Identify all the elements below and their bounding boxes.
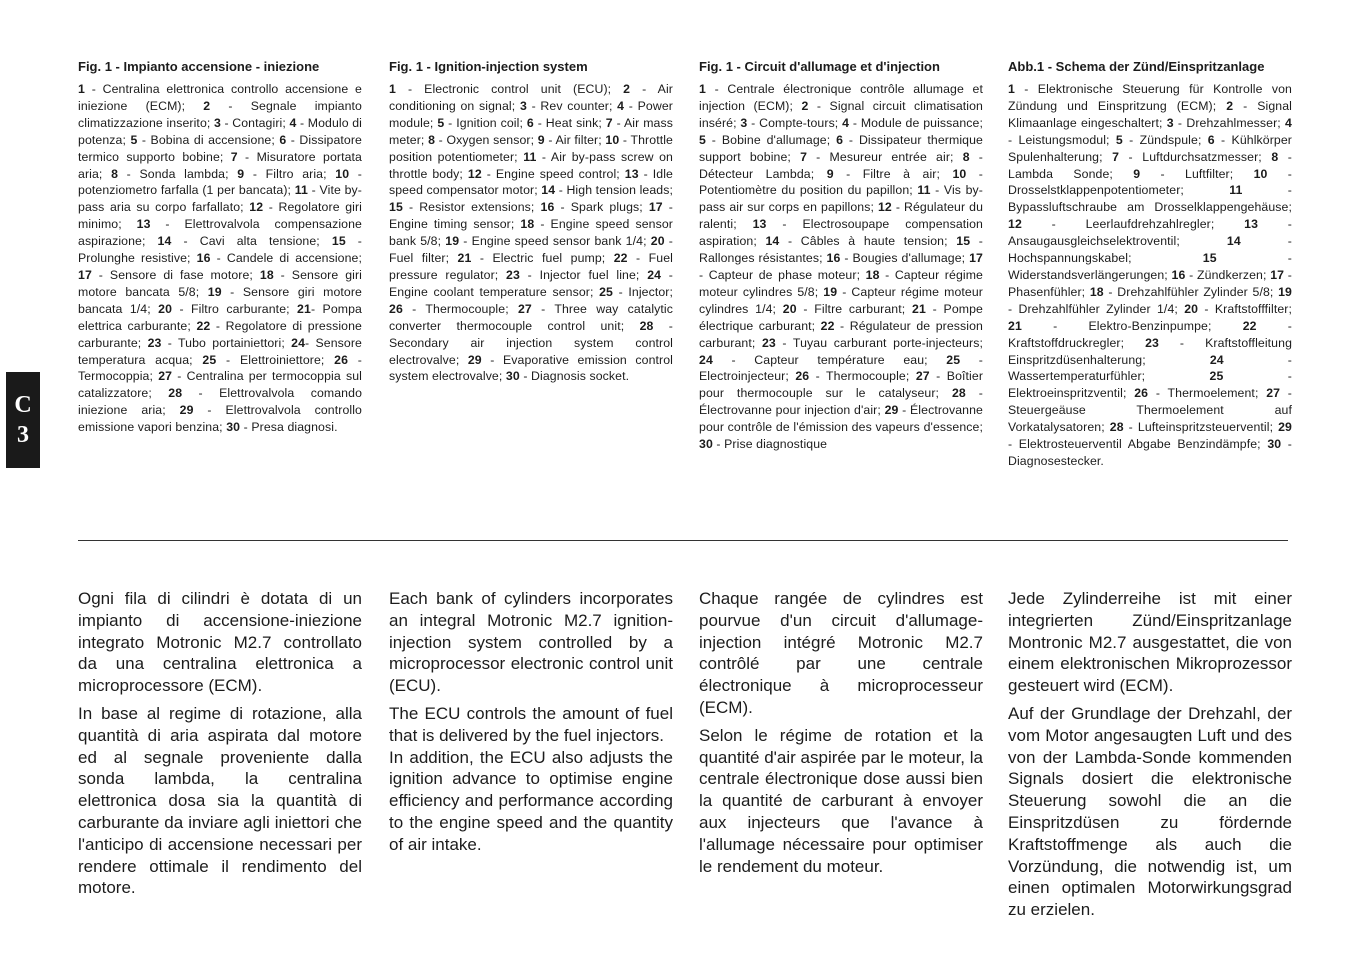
legend-number: 10: [952, 166, 967, 181]
legend-description: - Misuratore portata aria;: [78, 149, 362, 181]
legend-number: 22: [1242, 318, 1257, 333]
legend-number: 7: [605, 115, 613, 130]
legend-description: - Sensore temperatura acqua;: [78, 335, 362, 367]
body-text-german: [1008, 588, 1292, 927]
legend-number: 10: [605, 132, 620, 147]
figure-legend-english: [389, 58, 673, 385]
legend-number: 9: [826, 166, 834, 181]
legend-number: 6: [1207, 132, 1215, 147]
legend-description: - Filtre à air;: [833, 166, 953, 181]
legend-number: 23: [761, 335, 776, 350]
legend-number: 27: [517, 301, 532, 316]
legend-description: - Pompe électrique carburant;: [699, 301, 983, 333]
legend-description: - Candele di accensione;: [210, 251, 362, 266]
legend-number: 16: [826, 251, 841, 266]
legend-number: 30: [226, 420, 241, 435]
legend-description: - Evaporative emission control system electrovalve;: [389, 352, 673, 384]
paragraph: Selon le régime de rotation et la quantité d'air aspirée par le moteur, la centrale électronique dose aussi bien la quantité de carburant à envoyer aux injecteurs que l'avance à l'allumage nécessaire pour optimiser le rendement du moteur.: [699, 725, 983, 876]
legend-number: 12: [467, 166, 482, 181]
legend-number: 16: [1171, 267, 1186, 282]
legend-description: - Injector;: [612, 284, 674, 299]
legend-description: - Capteur régime moteur cylindres 1/4;: [699, 284, 983, 316]
legend-description: - Bobina di accensione;: [137, 132, 280, 147]
legend-number: 12: [249, 200, 264, 215]
legend-number: 15: [1202, 251, 1217, 266]
legend-description: - Régulateur de pression carburant;: [699, 318, 983, 350]
legend-number: 17: [648, 200, 663, 215]
legend-description: - Segnale impianto climatizzazione inserito;: [78, 98, 362, 130]
legend-number: 5: [437, 115, 445, 130]
legend-description: - Elettrovalvola controllo emissione vapori benzina;: [78, 403, 362, 435]
legend-description: - Electric fuel pump;: [471, 251, 614, 266]
legend-description: - Zündspule;: [1122, 132, 1208, 147]
legend-number: 18: [259, 267, 274, 282]
legend-description: - Regolatore giri minimo;: [78, 200, 362, 232]
legend-number: 26: [795, 369, 810, 384]
legend-description: - Rallonges résistantes;: [699, 234, 983, 266]
legend-number: 9: [237, 166, 245, 181]
legend-number: 19: [207, 284, 222, 299]
section-tab: [6, 372, 40, 468]
legend-description: - Regolatore di pressione carburante;: [78, 318, 362, 350]
legend-description: - Electrosoupape compensation aspiration;: [699, 217, 983, 249]
legend-description: - Tubo portainiettori;: [161, 335, 292, 350]
legend-number: 11: [294, 183, 308, 198]
legend-description: - Bobine d'allumage;: [705, 132, 837, 147]
legend-description: - Kraftstoffdruckregler;: [1008, 318, 1292, 350]
legend-number: 22: [820, 318, 835, 333]
legend-description: - Elettrovalvola comando iniezione aria;: [78, 386, 363, 418]
legend-number: 8: [428, 132, 436, 147]
legend-description: - Contagiri;: [220, 115, 290, 130]
legend-number: 28: [168, 386, 183, 401]
legend-number: 1: [389, 82, 396, 96]
legend-description: - Wassertemperaturfühler;: [1008, 352, 1292, 384]
legend-description: - Three way catalytic converter thermocouple control unit;: [389, 301, 673, 333]
legend-number: 21: [912, 301, 926, 316]
legend-number: 2: [1226, 98, 1234, 113]
legend-number: 14: [765, 234, 780, 249]
legend-number: 19: [1278, 284, 1292, 299]
section-tab-number: 3: [17, 422, 29, 448]
legend-number: 12: [877, 200, 892, 215]
legend-description: - Leerlaufdrehzahlregler;: [1021, 217, 1245, 232]
legend-description: - Filtre carburant;: [796, 301, 912, 316]
legend-number: 30: [699, 437, 713, 452]
legend-number: 23: [506, 267, 520, 282]
legend-description: - Filtro aria;: [244, 166, 336, 181]
legend-number: 5: [1115, 132, 1123, 147]
legend-description: - Centralina per termocoppia sul catalizzatore;: [78, 369, 362, 401]
legend-description: - Fuel filter;: [389, 234, 673, 266]
legend-description: - Lambda Sonde;: [1008, 149, 1292, 181]
legend-number: 19: [823, 284, 838, 299]
legend-description: - Potentiomètre du position du papillon;: [699, 166, 983, 198]
legend-description: - Luftfilter;: [1140, 166, 1254, 181]
legend-number: 21: [457, 251, 472, 266]
section-divider: [78, 540, 1288, 541]
legend-number: 3: [213, 115, 221, 130]
section-tab-letter: C: [14, 392, 32, 418]
legend-number: 24: [647, 267, 662, 282]
legend-number: 15: [956, 234, 971, 249]
legend-number: 24: [699, 352, 713, 367]
legend-number: 17: [1270, 267, 1285, 282]
legend-number: 3: [1166, 115, 1174, 130]
legend-description: - Engine timing sensor;: [389, 200, 673, 232]
legend-description: - Tuyau carburant porte-injecteurs;: [775, 335, 983, 350]
legend-description: - Capteur température eau;: [712, 352, 947, 367]
legend-description: - Kühlkörper Spulenhalterung;: [1008, 132, 1292, 164]
legend-description: - Heat sink;: [533, 115, 606, 130]
legend-number: 30: [505, 369, 520, 384]
legend-number: 8: [1271, 149, 1279, 164]
legend-number: 9: [537, 132, 545, 147]
legend-number: 19: [445, 234, 460, 249]
legend-number: 26: [334, 352, 349, 367]
legend-description: - Thermocouple;: [809, 369, 916, 384]
legend-description: - Sensore giri motore bancata 5/8;: [78, 267, 362, 299]
legend-description: - Capteur régime moteur cylindres 5/8;: [699, 267, 983, 299]
paragraph: Ogni fila di cilindri è dotata di un impianto di accensione-iniezione integrato Motronic M2.7 controllato da una centralina elettronica a microprocessore (ECM).: [78, 589, 362, 696]
legend-description: - potenziometro farfalla (1 per bancata);: [78, 166, 362, 198]
legend-description: - Air by-pass screw on throttle body;: [389, 149, 673, 181]
legend-description: - Steuergeäuse Thermoelement auf Vorkatalysatoren;: [1008, 386, 1292, 435]
legend-number: 26: [1134, 386, 1149, 401]
legend-description: - Resistor extensions;: [402, 200, 541, 215]
legend-description: - Oxygen sensor;: [435, 132, 538, 147]
legend-number: 27: [1266, 386, 1281, 401]
legend-description: - Power module;: [389, 98, 673, 130]
legend-number: 13: [136, 217, 151, 232]
legend-number: 20: [650, 234, 665, 249]
legend-number: 4: [617, 98, 625, 113]
legend-number: 29: [1278, 420, 1292, 435]
body-text-french: [699, 588, 983, 883]
legend-description: - Diagnosis socket.: [519, 369, 630, 384]
legend-description: - Signal Klimaanlage eingeschaltert;: [1008, 98, 1293, 130]
legend-number: 29: [467, 352, 482, 367]
legend-description: - Throttle position potentiometer;: [389, 132, 673, 164]
legend-description: - Air conditioning on signal;: [389, 82, 673, 113]
legend-number: 3: [740, 115, 748, 130]
legend-description: - Filtro carburante;: [172, 301, 298, 316]
legend-number: 20: [782, 301, 797, 316]
legend-description: - Centralina elettronica controllo accensione e iniezione (ECM);: [78, 82, 362, 113]
legend-number: 25: [1209, 369, 1224, 384]
figure-legend-french: [699, 58, 983, 453]
legend-description: - Sonda lambda;: [118, 166, 238, 181]
legend-description: - Bougies d'allumage;: [840, 251, 970, 266]
legend-description: - Elettroiniettore;: [216, 352, 335, 367]
legend-number: 6: [526, 115, 534, 130]
legend-number: 16: [540, 200, 555, 215]
legend-number: 25: [946, 352, 961, 367]
legend-number: 6: [279, 132, 287, 147]
legend-number: 14: [541, 183, 556, 198]
legend-number: 21: [1008, 318, 1022, 333]
legend-description: - Ansaugausgleichselektroventil;: [1008, 217, 1292, 249]
legend-description: - Vis by-pass air sur corps en papillons;: [699, 183, 983, 215]
legend-number: 28: [639, 318, 654, 333]
legend-description: - Injector fuel line;: [519, 267, 648, 282]
legend-number: 15: [389, 200, 403, 215]
legend-number: 7: [800, 149, 808, 164]
legend-description: - Secondary air injection system control electrovalve;: [389, 318, 673, 367]
legend-number: 16: [196, 251, 211, 266]
legend-description: - Air filter;: [544, 132, 606, 147]
legend-number: 2: [623, 82, 631, 96]
legend-description: - Engine speed sensor bank 5/8;: [389, 217, 673, 249]
legend-description: - Engine speed sensor bank 1/4;: [459, 234, 651, 249]
legend-description: - Widerstandsverlängerungen;: [1008, 251, 1292, 282]
legend-number: 20: [158, 301, 173, 316]
legend-number: 8: [962, 149, 970, 164]
legend-description: - Elektronische Steuerung für Kontrolle von Zündung und Einspritzung (ECM);: [1008, 82, 1292, 113]
legend-description: - Détecteur Lambda;: [699, 149, 984, 181]
legend-number: 15: [331, 234, 346, 249]
figure-title: Fig. 1 - Circuit d'allumage et d'injection: [699, 59, 940, 74]
legend-number: 22: [196, 318, 211, 333]
legend-description: - Kraftstoffleitung Einspritzdüsenhalterung;: [1008, 335, 1293, 367]
legend-number: 2: [203, 98, 211, 113]
legend-number: 28: [951, 386, 966, 401]
legend-number: 5: [699, 132, 706, 147]
legend-description: - Leistungsmodul;: [1008, 132, 1116, 147]
legend-description: - Prise diagnostique: [712, 437, 828, 452]
legend-description: - Luftdurchsatzmesser;: [1119, 149, 1272, 164]
legend-text: [78, 81, 362, 436]
paragraph: The ECU controls the amount of fuel that is delivered by the fuel injectors.: [389, 703, 673, 745]
legend-description: - Drehzahlmesser;: [1173, 115, 1286, 130]
legend-number: 29: [884, 403, 899, 418]
legend-description: - Câbles à haute tension;: [779, 234, 957, 249]
legend-description: - Électrovanne pour contrôle de l'émission des vapeurs d'essence;: [699, 403, 983, 435]
legend-number: 21: [297, 301, 311, 316]
legend-number: 24: [1209, 352, 1224, 367]
legend-number: 5: [130, 132, 138, 147]
legend-description: - Electronic control unit (ECU);: [395, 82, 624, 96]
legend-number: 20: [1184, 301, 1199, 316]
legend-description: - Centrale électronique contrôle allumage et injection (ECM);: [699, 82, 983, 113]
figure-title: Fig. 1 - Ignition-injection system: [389, 59, 588, 74]
legend-number: 29: [179, 403, 194, 418]
legend-description: - Fuel pressure regulator;: [389, 251, 673, 282]
legend-number: 13: [1244, 217, 1259, 232]
legend-description: - Sensore di fase motore;: [91, 267, 260, 282]
legend-text: [389, 81, 673, 385]
paragraph: Each bank of cylinders incorporates an integral Motronic M2.7 ignition-injection system controlled by a microprocessor electronic control unit (ECU).: [389, 589, 673, 696]
legend-number: 17: [78, 267, 92, 282]
legend-number: 4: [842, 115, 850, 130]
legend-number: 17: [969, 251, 983, 266]
legend-description: - Spark plugs;: [554, 200, 649, 215]
legend-description: - Signal circuit climatisation inséré;: [699, 98, 983, 130]
legend-number: 22: [613, 251, 628, 266]
legend-number: 13: [624, 166, 639, 181]
legend-description: - Diagnosestecker.: [1008, 437, 1292, 468]
legend-number: 23: [147, 335, 162, 350]
legend-number: 14: [1226, 234, 1241, 249]
legend-number: 23: [1145, 335, 1159, 350]
legend-description: - Drehzahlfühler Zylinder 5/8;: [1103, 284, 1279, 299]
legend-description: - Drehzahlfühler Zylinder 1/4;: [1008, 301, 1185, 316]
legend-description: - Prolunghe resistive;: [78, 234, 362, 266]
legend-number: 25: [202, 352, 217, 367]
legend-description: - Zündkerzen;: [1185, 267, 1271, 282]
paragraph: Auf der Grundlage der Drehzahl, der vom Motor angesaugten Luft und des von der Lambda-Sonde kommenden Signals dosiert die elektronische Steuerung sowohl die an die Einspritzdüsen zu fördernde Kraftstoffmenge als auch die Vorzündung, die notwendig ist, um einen optimalen Motorwirkungsgrad zu erzielen.: [1008, 703, 1292, 920]
legend-description: - Dissipatore termico supporto bobine;: [78, 132, 362, 164]
legend-description: - Compte-tours;: [747, 115, 843, 130]
body-text-italian: [78, 588, 362, 905]
legend-description: - Ignition coil;: [444, 115, 527, 130]
legend-text: [1008, 81, 1292, 470]
legend-number: 27: [915, 369, 930, 384]
legend-number: 3: [519, 98, 527, 113]
legend-description: - Capteur de phase moteur;: [699, 267, 866, 282]
legend-number: 7: [1112, 149, 1120, 164]
legend-number: 11: [523, 149, 537, 164]
legend-number: 1: [78, 82, 85, 96]
legend-number: 12: [1008, 217, 1022, 232]
legend-description: - Pompa elettrica carburante;: [78, 301, 362, 333]
legend-description: - Drosselstklappenpotentiometer;: [1008, 166, 1292, 198]
legend-number: 27: [158, 369, 173, 384]
legend-description: - Boîtier pour thermocouple sur le catalyseur;: [699, 369, 984, 401]
legend-description: - Elektrosteuerventil Abgabe Benzindämpfe;: [1008, 437, 1268, 452]
legend-description: - Thermocouple;: [402, 301, 518, 316]
legend-description: - Electroinjecteur;: [699, 352, 983, 384]
legend-description: - Dissipateur thermique support bobine;: [699, 132, 983, 164]
paragraph: In addition, the ECU also adjusts the ignition advance to optimise engine efficiency and performance according to the engine speed and the quantity of air intake.: [389, 747, 673, 854]
legend-description: - Mesureur entrée air;: [807, 149, 963, 164]
legend-number: 6: [836, 132, 844, 147]
legend-description: - Elektroeinspritzventil;: [1008, 369, 1292, 401]
legend-description: - High tension leads;: [555, 183, 673, 198]
legend-description: - Bypassluftschraube am Drosselklappengehäuse;: [1008, 183, 1292, 215]
legend-description: - Modulo di potenza;: [78, 115, 362, 147]
legend-number: 7: [230, 149, 238, 164]
legend-description: - Régulateur du ralenti;: [699, 200, 984, 232]
legend-number: 11: [917, 183, 931, 198]
legend-number: 28: [1109, 420, 1124, 435]
legend-description: - Rev counter;: [526, 98, 618, 113]
legend-number: 13: [752, 217, 767, 232]
paragraph: In base al regime di rotazione, alla quantità di aria aspirata dal motore ed al segnale proveniente dalla sonda lambda, la centralina elettronica dosa sia la quantità di carburante da inviare agli iniettori che l'anticipo di accensione necessari per rendere ottimale il rendimento del motore.: [78, 703, 362, 898]
legend-number: 18: [1089, 284, 1104, 299]
legend-number: 30: [1267, 437, 1282, 452]
legend-number: 11: [1229, 183, 1243, 198]
legend-description: - Engine speed control;: [481, 166, 625, 181]
legend-number: 1: [699, 82, 706, 96]
legend-number: 14: [157, 234, 172, 249]
legend-description: - Elettrovalvola compensazione aspirazione;: [78, 217, 362, 249]
legend-description: - Kraftstofffilter;: [1198, 301, 1292, 316]
legend-number: 10: [1253, 166, 1268, 181]
legend-description: - Engine coolant temperature sensor;: [389, 267, 674, 299]
legend-number: 26: [389, 301, 403, 316]
legend-number: 10: [335, 166, 350, 181]
legend-number: 2: [801, 98, 809, 113]
legend-number: 24: [291, 335, 306, 350]
legend-number: 18: [520, 217, 535, 232]
figure-title: Fig. 1 - Impianto accensione - iniezione: [78, 59, 320, 74]
legend-number: 25: [599, 284, 613, 299]
legend-description: - Hochspannungskabel;: [1008, 234, 1292, 266]
legend-description: - Termocoppia;: [78, 352, 362, 384]
legend-number: 9: [1133, 166, 1141, 181]
body-text-english: [389, 588, 673, 862]
legend-description: - Elektro-Benzinpumpe;: [1021, 318, 1243, 333]
legend-description: - Cavi alta tensione;: [171, 234, 332, 249]
paragraph: Jede Zylinderreihe ist mit einer integrierten Zünd/Einspritzanlage Montronic M2.7 ausgestattet, die von einem elektronischen Mikroprozessor gesteuert wird (ECM).: [1008, 589, 1292, 696]
legend-number: 18: [865, 267, 880, 282]
figure-legend-german: [1008, 58, 1292, 470]
legend-description: - Module de puissance;: [849, 115, 984, 130]
legend-number: 8: [111, 166, 119, 181]
legend-description: - Sensore giri motore bancata 1/4;: [78, 284, 363, 316]
legend-description: - Lufteinspritzsteuerventil;: [1123, 420, 1279, 435]
legend-text: [699, 81, 983, 453]
legend-description: - Idle speed compensator motor;: [389, 166, 673, 198]
legend-description: - Presa diagnosi.: [240, 420, 338, 435]
legend-description: - Thermoelement;: [1148, 386, 1267, 401]
legend-description: - Air mass meter;: [389, 115, 673, 147]
legend-number: 1: [1008, 82, 1015, 96]
legend-description: - Électrovanne pour injection d'air;: [699, 386, 983, 418]
paragraph: Chaque rangée de cylindres est pourvue d'un circuit d'allumage-injection intégré Motronic M2.7 contrôlé par une centrale électronique à microprocesseur (ECM).: [699, 589, 983, 717]
legend-description: - Phasenfühler;: [1008, 267, 1292, 299]
figure-title: Abb.1 - Schema der Zünd/Einspritzanlage: [1008, 59, 1265, 74]
figure-legend-italian: [78, 58, 362, 436]
legend-number: 4: [1285, 115, 1292, 130]
legend-description: - Vite by-pass aria su corpo farfallato;: [78, 183, 362, 215]
legend-number: 4: [289, 115, 297, 130]
